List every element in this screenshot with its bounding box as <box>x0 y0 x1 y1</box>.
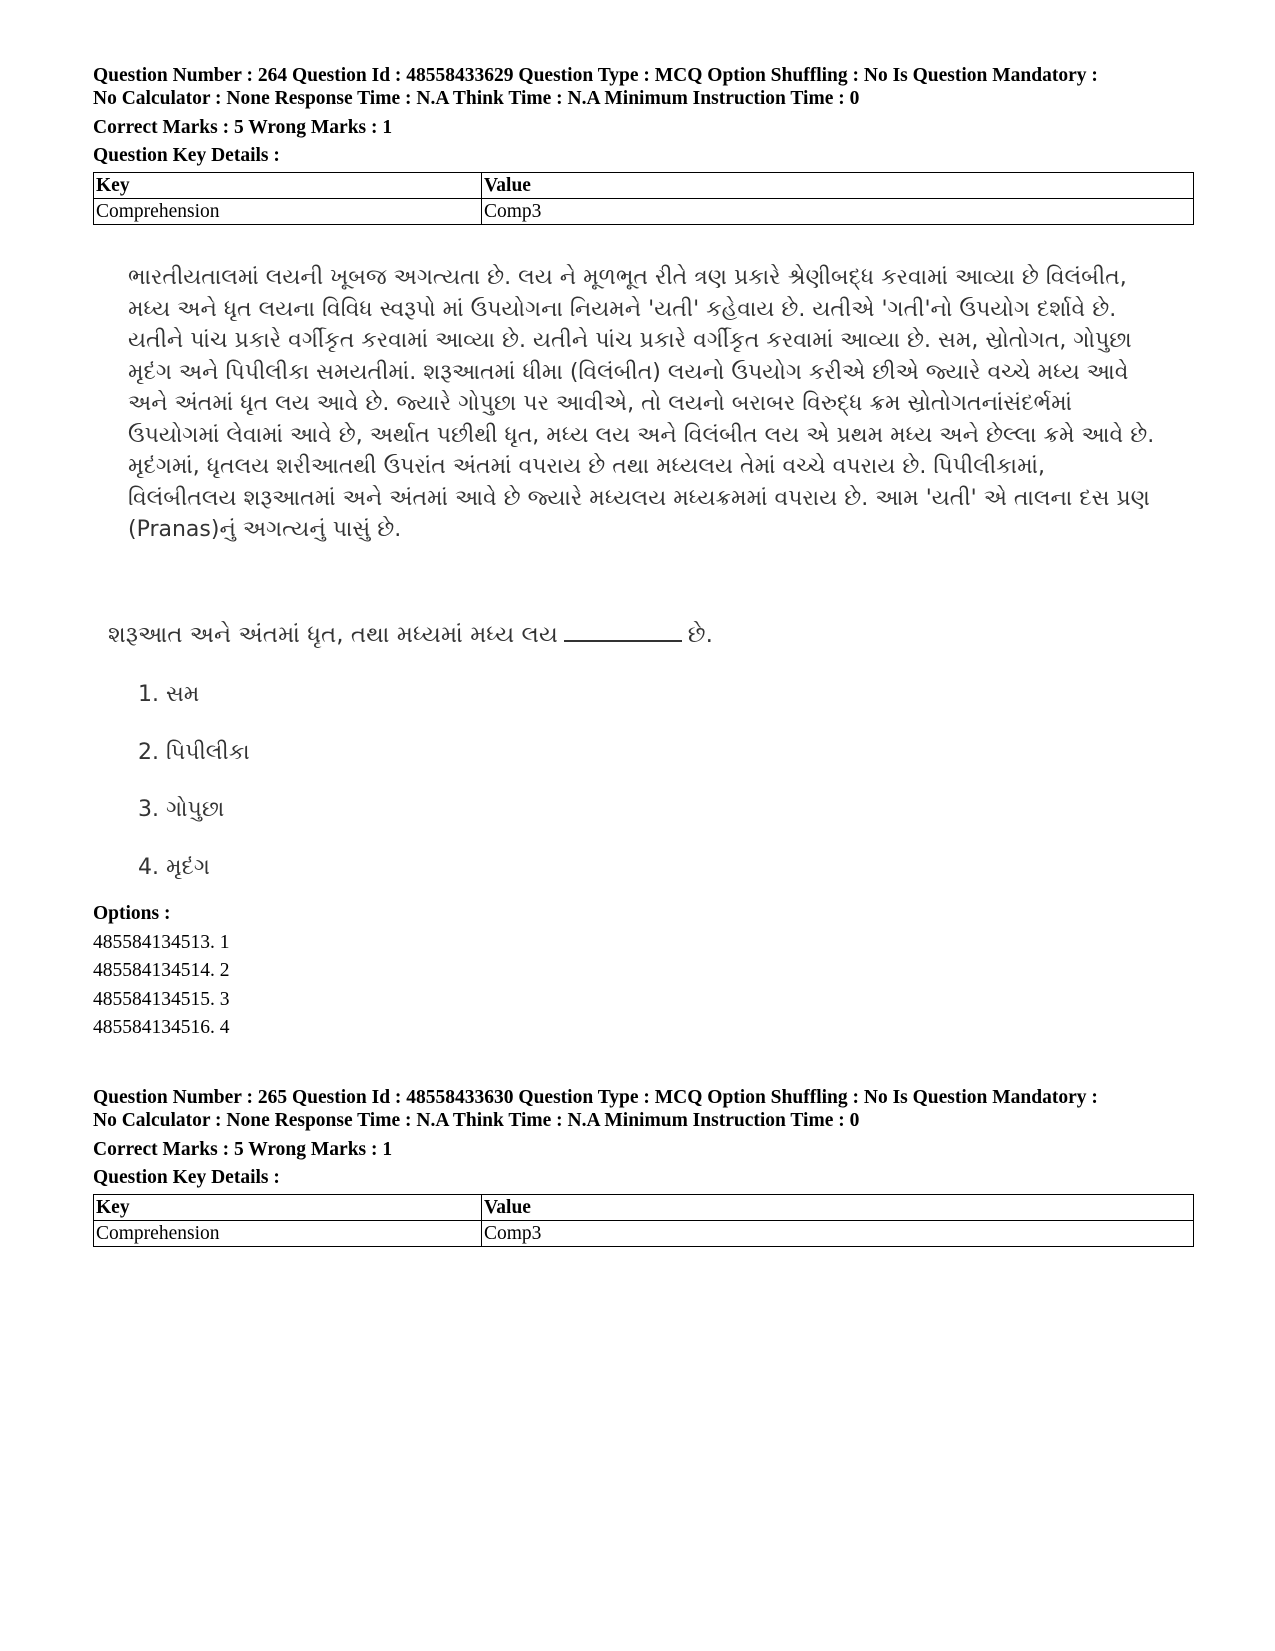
list-item: 3. ગોપુછા <box>138 797 225 822</box>
table-header-row <box>94 1195 1194 1221</box>
comprehension-passage <box>128 262 1188 546</box>
marks-line: Correct Marks : 5 Wrong Marks : 1 <box>93 117 393 138</box>
question-header-line1: Question Number : 264 Question Id : 48558433629 Question Type : MCQ Option Shuffling : No Is Question Mandatory : <box>93 65 1098 86</box>
option-item: 485584134516. 4 <box>93 1017 230 1038</box>
options-title: Options : <box>93 903 171 924</box>
key-details-title: Question Key Details : <box>93 145 280 166</box>
key-cell: Comprehension <box>94 199 482 225</box>
table-row <box>94 199 1194 225</box>
passage-line: મૃદંગ અને પિપીલીકા સમયતીમાં. શરૂઆતમાં ધીમા (વિલંબીત) લયનો ઉપયોગ કરીએ છીએ જ્યારે વચ્ચે મધ્ય આવે <box>128 359 1129 385</box>
passage-line: યતીને પાંચ પ્રકારે વર્ગીકૃત કરવામાં આવ્યા છે. યતીને પાંચ પ્રકારે વર્ગીકૃત કરવામાં આવ્યા છે. સમ, સ્રોતોગત, ગોપુછા <box>128 328 1132 353</box>
value-cell: Comp3 <box>482 1221 1194 1247</box>
option-item: 485584134513. 1 <box>93 931 230 953</box>
option-item: 485584134515. 3 <box>93 988 230 1010</box>
question-264-header <box>93 64 1193 225</box>
passage-line: મૃદંગમાં, ધૃતલય શરીઆતથી ઉપરાંત અંતમાં વપરાય છે તથા મધ્યલય તેમાં વચ્ચે વપરાય છે. પિપીલીકામાં, <box>128 454 1045 479</box>
list-item: 1. સમ <box>138 682 200 707</box>
question-header-line2: No Calculator : None Response Time : N.A Think Time : N.A Minimum Instruction Time : 0 <box>93 1110 860 1131</box>
passage-line: અને અંતમાં ધૃત લય આવે છે. જ્યારે ગોપુછા પર આવીએ, તો લયનો બરાબર વિરુદ્ધ ક્રમ સ્રોતોગતનાંસંદર્ભમાં <box>128 391 1073 416</box>
value-header-cell: Value <box>482 173 1194 199</box>
table-header-row <box>94 173 1194 199</box>
fill-blank <box>564 620 682 642</box>
passage-line: ઉપયોગમાં લેવામાં આવે છે, અર્થાત પછીથી ધૃત, મધ્ય લય અને વિલંબીત લય એ પ્રથમ મધ્ય અને છેલ્લા ક્રમે આવે છે. <box>128 422 1155 448</box>
list-item: 4. મૃદંગ <box>138 854 210 880</box>
list-item: 2. પિપીલીકા <box>138 739 250 765</box>
question-header-line2: No Calculator : None Response Time : N.A Think Time : N.A Minimum Instruction Time : 0 <box>93 88 860 109</box>
key-header-cell: Key <box>94 173 482 199</box>
passage-line: વિલંબીતલય શરૂઆતમાં અને અંતમાં આવે છે જ્યારે મધ્યલય મધ્યક્રમમાં વપરાય છે. આમ 'યતી' એ તાલના દસ પ્રણ <box>128 485 1150 511</box>
passage-line: મધ્ય અને ધૃત લયના વિવિધ સ્વરૂપો માં ઉપયોગના નિયમને 'યતી' કહેવાય છે. યતીએ 'ગતી'નો ઉપયોગ દર્શાવે છે. <box>128 296 1117 322</box>
value-cell: Comp3 <box>482 199 1194 225</box>
passage-line: (Pranas)નું અગત્યનું પાસું છે. <box>128 517 402 542</box>
question-265-header <box>93 1086 1193 1247</box>
options-block <box>93 900 230 1043</box>
answer-choices <box>138 675 250 905</box>
key-details-title: Question Key Details : <box>93 1167 280 1188</box>
question-text-before: શરૂઆત અને અંતમાં ધૃત, તથા મધ્યમાં મધ્ય લય <box>108 622 558 648</box>
key-details-table <box>93 1194 1194 1247</box>
question-text-after: છે. <box>687 622 713 648</box>
question-header-line1: Question Number : 265 Question Id : 48558433630 Question Type : MCQ Option Shuffling : No Is Question Mandatory : <box>93 1087 1098 1108</box>
passage-line: ભારતીયતાલમાં લયની ખૂબજ અગત્યતા છે. લય ને મૂળભૂત રીતે ત્રણ પ્રકારે શ્રેણીબદ્ધ કરવામાં આવ્યા છે વિલંબીત, <box>128 265 1127 290</box>
table-row <box>94 1221 1194 1247</box>
key-cell: Comprehension <box>94 1221 482 1247</box>
value-header-cell: Value <box>482 1195 1194 1221</box>
marks-line: Correct Marks : 5 Wrong Marks : 1 <box>93 1139 393 1160</box>
question-statement <box>108 620 713 648</box>
key-header-cell: Key <box>94 1195 482 1221</box>
key-details-table <box>93 172 1194 225</box>
option-item: 485584134514. 2 <box>93 960 230 981</box>
